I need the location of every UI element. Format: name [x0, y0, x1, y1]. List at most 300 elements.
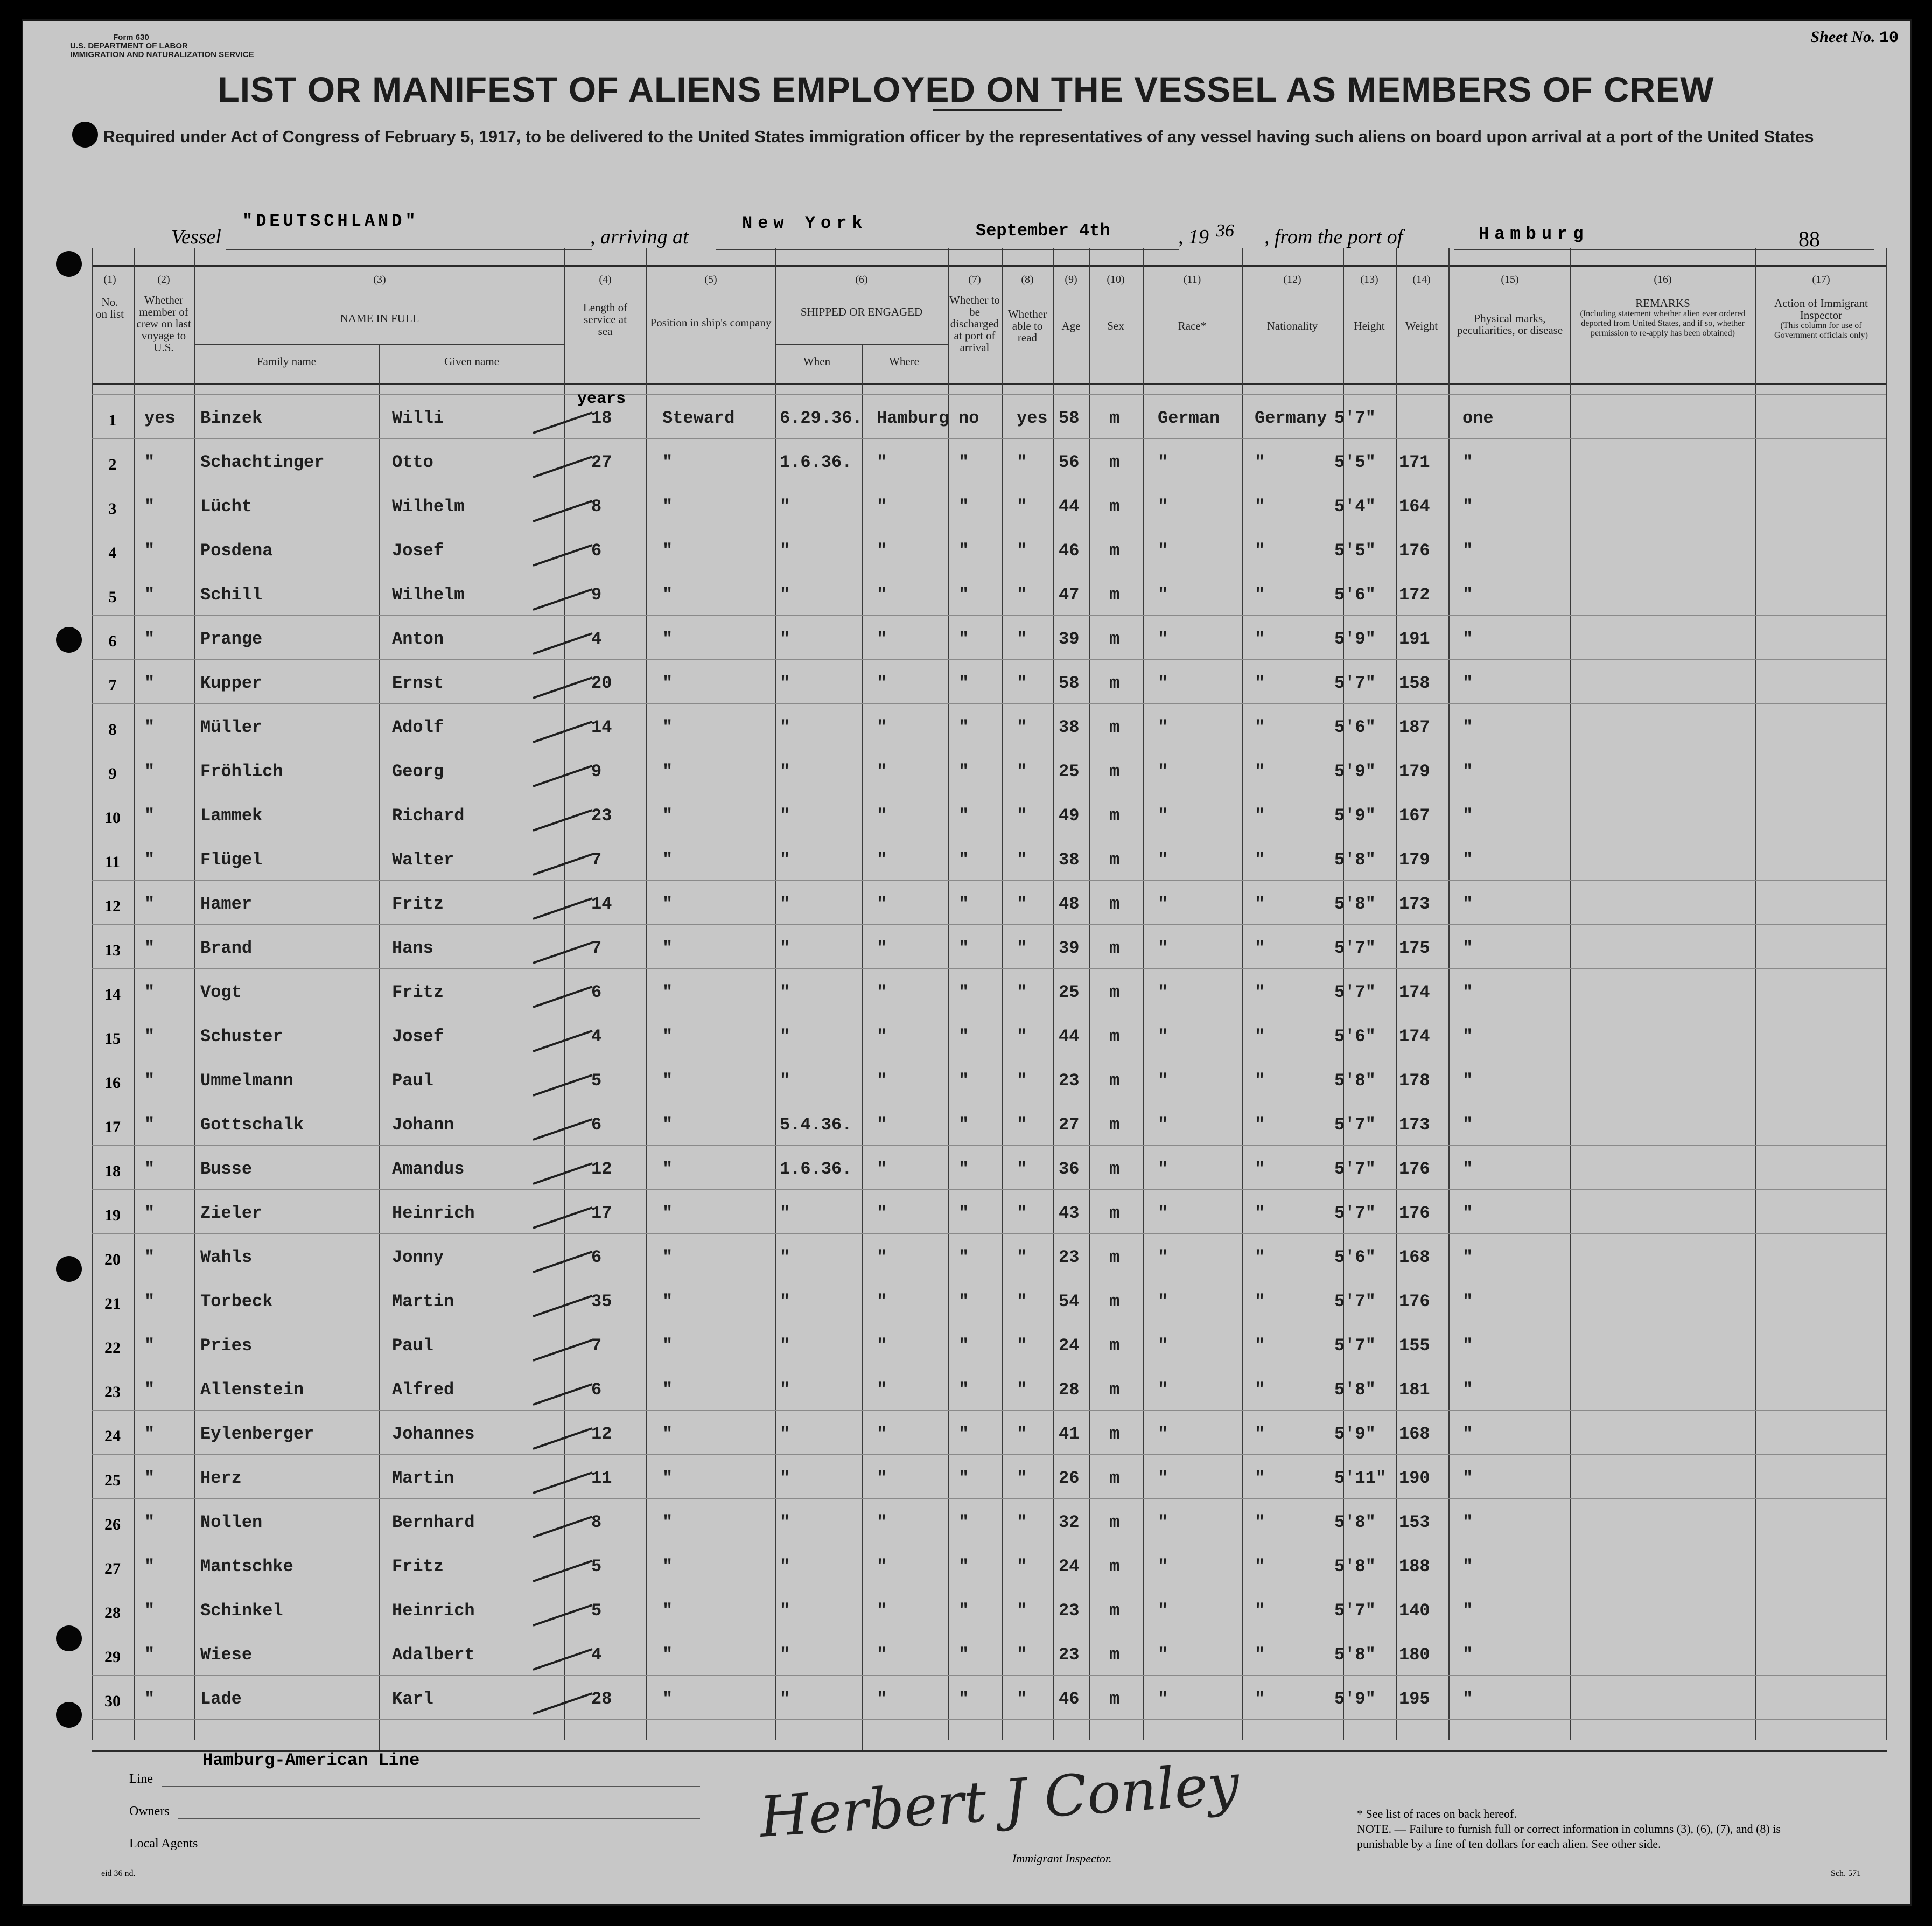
service-cell: 23: [591, 806, 612, 826]
age-cell: 44: [1059, 1027, 1080, 1046]
member-cell: ": [144, 1601, 155, 1621]
race-cell: ": [1158, 762, 1168, 781]
marks-cell: ": [1462, 762, 1473, 781]
row-number: 9: [108, 765, 117, 783]
discharged-cell: ": [958, 1071, 969, 1091]
member-cell: ": [144, 1159, 155, 1179]
given-name-cell: Hans: [392, 938, 433, 958]
position-cell: ": [662, 1292, 673, 1311]
position-cell: ": [662, 1203, 673, 1223]
service-cell: 11: [591, 1468, 612, 1488]
age-cell: 44: [1059, 497, 1080, 517]
position-cell: ": [662, 1601, 673, 1621]
discharged-cell: ": [958, 1424, 969, 1444]
service-slash-mark: [533, 589, 592, 610]
service-slash-mark: [533, 854, 592, 875]
service-slash-mark: [533, 1517, 592, 1537]
family-name-cell: Torbeck: [200, 1292, 273, 1311]
col-number: (11): [1183, 274, 1201, 285]
sex-cell: m: [1109, 1115, 1120, 1135]
height-cell: 5'7": [1334, 1292, 1376, 1311]
shipped-when-cell: ": [780, 1203, 790, 1223]
sex-cell: m: [1109, 585, 1120, 605]
given-name-cell: Georg: [392, 762, 444, 781]
height-cell: 5'7": [1334, 408, 1376, 428]
discharged-cell: ": [958, 1557, 969, 1576]
weight-cell: 153: [1399, 1512, 1430, 1532]
read-cell: ": [1017, 541, 1027, 561]
family-name-cell: Eylenberger: [200, 1424, 314, 1444]
family-name-cell: Wahls: [200, 1247, 253, 1267]
shipped-when-cell: 6.29.36.: [780, 408, 863, 428]
shipped-when-cell: 1.6.36.: [780, 452, 852, 472]
member-cell: ": [144, 585, 155, 605]
marks-cell: ": [1462, 1557, 1473, 1576]
discharged-cell: ": [958, 717, 969, 737]
service-cell: 14: [591, 894, 612, 914]
shipped-where-cell: ": [877, 1292, 887, 1311]
shipped-where-cell: ": [877, 629, 887, 649]
shipped-when-cell: ": [780, 1247, 790, 1267]
nationality-cell: ": [1255, 894, 1265, 914]
family-name-cell: Hamer: [200, 894, 253, 914]
age-cell: 23: [1059, 1645, 1080, 1665]
form-number: Form 630: [113, 33, 149, 42]
age-cell: 46: [1059, 1689, 1080, 1709]
shipped-where-cell: ": [877, 806, 887, 826]
marks-cell: ": [1462, 894, 1473, 914]
service-slash-mark: [533, 1252, 592, 1272]
service-cell: 28: [591, 1689, 612, 1709]
shipped-where-cell: ": [877, 1645, 887, 1665]
shipped-where-cell: Hamburg: [877, 408, 949, 428]
shipped-when-cell: ": [780, 1380, 790, 1400]
position-cell: ": [662, 1689, 673, 1709]
service-slash-mark: [533, 1031, 592, 1051]
age-cell: 38: [1059, 850, 1080, 870]
discharged-cell: ": [958, 585, 969, 605]
discharged-cell: ": [958, 1689, 969, 1709]
sex-cell: m: [1109, 1468, 1120, 1488]
weight-cell: 188: [1399, 1557, 1430, 1576]
shipped-when-cell: ": [780, 1645, 790, 1665]
weight-cell: 176: [1399, 1203, 1430, 1223]
year-prefix: , 19: [1178, 226, 1209, 248]
member-cell: ": [144, 1247, 155, 1267]
from-port-label: , from the port of: [1264, 226, 1403, 248]
shipped-where-cell: ": [877, 1159, 887, 1179]
family-name-cell: Lammek: [200, 806, 263, 826]
given-name-cell: Fritz: [392, 894, 444, 914]
row-number: 20: [104, 1251, 121, 1268]
read-cell: ": [1017, 1512, 1027, 1532]
service-cell: 12: [591, 1424, 612, 1444]
service-slash-mark: [533, 1119, 592, 1140]
shipped-where-cell: ": [877, 585, 887, 605]
race-cell: ": [1158, 1071, 1168, 1091]
col-number: (17): [1812, 274, 1830, 285]
nationality-cell: ": [1255, 541, 1265, 561]
service-slash-mark: [533, 1208, 592, 1228]
nationality-cell: ": [1255, 1645, 1265, 1665]
row-number: 17: [104, 1118, 121, 1136]
shipped-when-cell: ": [780, 806, 790, 826]
given-name-cell: Karl: [392, 1689, 433, 1709]
member-cell: ": [144, 1645, 155, 1665]
member-cell: ": [144, 850, 155, 870]
department-name: U.S. DEPARTMENT OF LABOR: [70, 41, 188, 51]
nationality-cell: ": [1255, 1468, 1265, 1488]
nationality-cell: ": [1255, 982, 1265, 1002]
age-cell: 43: [1059, 1203, 1080, 1223]
service-slash-mark: [533, 457, 592, 477]
discharged-cell: ": [958, 850, 969, 870]
service-cell: 7: [591, 850, 602, 870]
family-name-cell: Vogt: [200, 982, 242, 1002]
race-cell: ": [1158, 1601, 1168, 1621]
height-cell: 5'7": [1334, 1336, 1376, 1356]
race-cell: ": [1158, 629, 1168, 649]
inspector-label: Immigrant Inspector.: [1012, 1852, 1112, 1865]
form-subtitle: Required under Act of Congress of February 5, 1917, to be delivered to the United States immigration officer by the representatives of any vessel having such aliens on board upon arrival at a port of the United States: [103, 127, 1814, 146]
sex-cell: m: [1109, 1159, 1120, 1179]
read-cell: ": [1017, 1424, 1027, 1444]
col-label: Position in ship's company: [650, 316, 772, 329]
row-number: 12: [104, 897, 121, 915]
vessel-name: "DEUTSCHLAND": [242, 211, 419, 231]
line-label: Line: [129, 1772, 153, 1786]
departure-port: Hamburg: [1479, 224, 1589, 244]
age-cell: 58: [1059, 673, 1080, 693]
discharged-cell: ": [958, 938, 969, 958]
weight-cell: 172: [1399, 585, 1430, 605]
shipped-when-cell: 5.4.36.: [780, 1115, 852, 1135]
marks-cell: ": [1462, 673, 1473, 693]
row-number: 29: [104, 1648, 121, 1666]
discharged-cell: ": [958, 806, 969, 826]
height-cell: 5'7": [1334, 982, 1376, 1002]
col-label: NAME IN FULL: [340, 312, 419, 325]
sex-cell: m: [1109, 1689, 1120, 1709]
height-cell: 5'8": [1334, 1071, 1376, 1091]
weight-cell: 190: [1399, 1468, 1430, 1488]
position-cell: ": [662, 1512, 673, 1532]
service-cell: 5: [591, 1557, 602, 1576]
discharged-cell: ": [958, 982, 969, 1002]
service-cell: 14: [591, 717, 612, 737]
service-slash-mark: [533, 501, 592, 521]
position-cell: ": [662, 1159, 673, 1179]
given-name-cell: Ernst: [392, 673, 444, 693]
height-cell: 5'6": [1334, 1247, 1376, 1267]
row-number: 1: [108, 411, 117, 429]
col-note: (Including statement whether alien ever ordered deported from United States, and if so, whether permission to re-apply has been obtained): [1580, 309, 1746, 338]
read-cell: ": [1017, 1601, 1027, 1621]
service-cell: 4: [591, 1645, 602, 1665]
col-number: (14): [1412, 274, 1431, 285]
marks-cell: ": [1462, 1424, 1473, 1444]
discharged-cell: ": [958, 1203, 969, 1223]
age-cell: 24: [1059, 1336, 1080, 1356]
member-cell: ": [144, 1512, 155, 1532]
height-cell: 5'5": [1334, 541, 1376, 561]
row-number: 10: [104, 809, 121, 827]
read-cell: ": [1017, 1557, 1027, 1576]
given-name-cell: Adolf: [392, 717, 444, 737]
family-name-cell: Ummelmann: [200, 1071, 293, 1091]
col-label: Sex: [1107, 319, 1124, 332]
row-number: 4: [108, 544, 117, 562]
weight-cell: 187: [1399, 717, 1430, 737]
sheet-value: 10: [1879, 29, 1899, 47]
nationality-cell: ": [1255, 717, 1265, 737]
race-cell: ": [1158, 1159, 1168, 1179]
weight-cell: 167: [1399, 806, 1430, 826]
discharged-cell: ": [958, 1601, 969, 1621]
weight-cell: 195: [1399, 1689, 1430, 1709]
discharged-cell: ": [958, 1027, 969, 1046]
race-cell: ": [1158, 1645, 1168, 1665]
position-cell: ": [662, 1336, 673, 1356]
service-slash-mark: [533, 1296, 592, 1316]
shipped-where-cell: ": [877, 717, 887, 737]
row-number: 28: [104, 1604, 121, 1622]
discharged-cell: ": [958, 452, 969, 472]
nationality-cell: ": [1255, 1512, 1265, 1532]
member-cell: ": [144, 1292, 155, 1311]
shipped-where-cell: ": [877, 762, 887, 781]
shipped-when-cell: ": [780, 1336, 790, 1356]
row-number: 5: [108, 588, 117, 606]
year-value: 36: [1216, 221, 1234, 241]
nationality-cell: ": [1255, 1380, 1265, 1400]
shipped-where-cell: ": [877, 1557, 887, 1576]
sex-cell: m: [1109, 1247, 1120, 1267]
shipped-where-cell: ": [877, 1689, 887, 1709]
age-cell: 36: [1059, 1159, 1080, 1179]
nationality-cell: ": [1255, 452, 1265, 472]
family-name-cell: Zieler: [200, 1203, 263, 1223]
position-cell: ": [662, 452, 673, 472]
discharged-cell: ": [958, 894, 969, 914]
race-cell: ": [1158, 1424, 1168, 1444]
height-cell: 5'6": [1334, 1027, 1376, 1046]
shipped-where-cell: ": [877, 1601, 887, 1621]
height-cell: 5'4": [1334, 497, 1376, 517]
given-name-cell: Johann: [392, 1115, 454, 1135]
height-cell: 5'9": [1334, 762, 1376, 781]
age-cell: 46: [1059, 541, 1080, 561]
member-cell: ": [144, 1071, 155, 1091]
sex-cell: m: [1109, 938, 1120, 958]
service-slash-mark: [533, 1561, 592, 1581]
read-cell: ": [1017, 894, 1027, 914]
marks-cell: one: [1462, 408, 1494, 428]
weight-cell: 174: [1399, 982, 1430, 1002]
line-value: Hamburg-American Line: [202, 1750, 420, 1770]
height-cell: 5'9": [1334, 806, 1376, 826]
height-cell: 5'9": [1334, 1424, 1376, 1444]
col-number: (10): [1107, 274, 1125, 285]
marks-cell: ": [1462, 1512, 1473, 1532]
age-cell: 48: [1059, 894, 1080, 914]
marks-cell: ": [1462, 850, 1473, 870]
inspector-signature: Herbert J Conley: [757, 1751, 1242, 1850]
weight-cell: 173: [1399, 894, 1430, 914]
discharged-cell: no: [958, 408, 979, 428]
member-cell: ": [144, 1557, 155, 1576]
service-cell: 9: [591, 585, 602, 605]
weight-cell: 168: [1399, 1424, 1430, 1444]
given-name-cell: Martin: [392, 1468, 454, 1488]
race-cell: ": [1158, 1027, 1168, 1046]
position-cell: ": [662, 717, 673, 737]
position-cell: ": [662, 1424, 673, 1444]
read-cell: ": [1017, 1071, 1027, 1091]
shipped-where-cell: ": [877, 541, 887, 561]
weight-cell: 176: [1399, 1292, 1430, 1311]
weight-cell: 176: [1399, 1159, 1430, 1179]
read-cell: ": [1017, 1115, 1027, 1135]
service-slash-mark: [533, 1340, 592, 1360]
row-number: 18: [104, 1162, 121, 1180]
col-number: (3): [373, 274, 386, 285]
given-name-cell: Alfred: [392, 1380, 454, 1400]
member-cell: ": [144, 1689, 155, 1709]
nationality-cell: ": [1255, 1027, 1265, 1046]
position-cell: ": [662, 806, 673, 826]
sex-cell: m: [1109, 1512, 1120, 1532]
sex-cell: m: [1109, 541, 1120, 561]
nationality-cell: ": [1255, 585, 1265, 605]
row-number: 24: [104, 1427, 121, 1445]
nationality-cell: ": [1255, 1292, 1265, 1311]
nationality-cell: ": [1255, 1071, 1265, 1091]
position-cell: ": [662, 1115, 673, 1135]
given-name-header: Given name: [444, 355, 500, 368]
family-name-cell: Binzek: [200, 408, 263, 428]
given-name-cell: Otto: [392, 452, 433, 472]
shipped-when-cell: ": [780, 1468, 790, 1488]
sex-cell: m: [1109, 452, 1120, 472]
shipped-when-cell: ": [780, 585, 790, 605]
race-cell: ": [1158, 982, 1168, 1002]
service-cell: 5: [591, 1601, 602, 1621]
discharged-cell: ": [958, 1380, 969, 1400]
age-cell: 39: [1059, 629, 1080, 649]
row-number: 22: [104, 1339, 121, 1357]
sex-cell: m: [1109, 1424, 1120, 1444]
marks-cell: ": [1462, 1159, 1473, 1179]
service-slash-mark: [533, 1693, 592, 1714]
shipped-where-cell: ": [877, 1027, 887, 1046]
race-cell: ": [1158, 585, 1168, 605]
service-slash-mark: [533, 943, 592, 963]
marks-cell: ": [1462, 806, 1473, 826]
col-number: (5): [704, 274, 717, 285]
given-name-cell: Wilhelm: [392, 585, 465, 605]
read-cell: ": [1017, 497, 1027, 517]
service-cell: 20: [591, 673, 612, 693]
col-label: REMARKS: [1635, 297, 1690, 310]
row-number: 19: [104, 1206, 121, 1224]
position-cell: ": [662, 1071, 673, 1091]
sex-cell: m: [1109, 1292, 1120, 1311]
given-name-cell: Josef: [392, 1027, 444, 1046]
nationality-cell: ": [1255, 1424, 1265, 1444]
col-label: Race*: [1178, 319, 1207, 332]
weight-cell: 175: [1399, 938, 1430, 958]
discharged-cell: ": [958, 673, 969, 693]
race-cell: ": [1158, 938, 1168, 958]
position-cell: ": [662, 1027, 673, 1046]
discharged-cell: ": [958, 1159, 969, 1179]
col-number: (2): [157, 274, 170, 285]
read-cell: ": [1017, 452, 1027, 472]
service-cell: 6: [591, 541, 602, 561]
shipped-where-cell: ": [877, 850, 887, 870]
given-name-cell: Heinrich: [392, 1203, 475, 1223]
agents-label: Local Agents: [129, 1837, 198, 1851]
family-name-cell: Schachtinger: [200, 452, 325, 472]
col-number: (6): [855, 274, 868, 285]
col-label: Weight: [1405, 319, 1438, 332]
age-cell: 23: [1059, 1071, 1080, 1091]
sex-cell: m: [1109, 762, 1120, 781]
position-cell: ": [662, 894, 673, 914]
member-cell: ": [144, 1424, 155, 1444]
service-cell: 7: [591, 1336, 602, 1356]
position-cell: ": [662, 762, 673, 781]
read-cell: ": [1017, 1689, 1027, 1709]
shipped-where-cell: ": [877, 1380, 887, 1400]
weight-cell: 140: [1399, 1601, 1430, 1621]
col-label: Whether member of crew on last voyage to U.S.: [136, 294, 191, 354]
service-slash-mark: [533, 1384, 592, 1405]
age-cell: 39: [1059, 938, 1080, 958]
service-slash-mark: [533, 987, 592, 1007]
nationality-cell: ": [1255, 673, 1265, 693]
position-cell: ": [662, 1557, 673, 1576]
marks-cell: ": [1462, 541, 1473, 561]
row-number: 6: [108, 632, 117, 650]
height-cell: 5'9": [1334, 1689, 1376, 1709]
sex-cell: m: [1109, 1203, 1120, 1223]
col-label: No. on list: [96, 296, 124, 320]
penalty-note: NOTE. — Failure to furnish full or correct information in columns (3), (6), (7), and (8) is punishable by a fine of ten dollars for each alien. See other side.: [1357, 1822, 1781, 1851]
given-name-cell: Fritz: [392, 1557, 444, 1576]
race-cell: ": [1158, 452, 1168, 472]
marks-cell: ": [1462, 1468, 1473, 1488]
col-label: Length of service at sea: [583, 301, 628, 338]
discharged-cell: ": [958, 629, 969, 649]
row-number: 13: [104, 941, 121, 959]
given-name-cell: Amandus: [392, 1159, 465, 1179]
race-cell: ": [1158, 1203, 1168, 1223]
sex-cell: m: [1109, 1380, 1120, 1400]
owners-label: Owners: [129, 1804, 170, 1818]
col-label: Nationality: [1266, 319, 1318, 332]
race-note: * See list of races on back hereof.: [1357, 1807, 1517, 1820]
nationality-cell: ": [1255, 629, 1265, 649]
col-number: (15): [1501, 274, 1519, 285]
row-number: 23: [104, 1383, 121, 1401]
shipped-when-cell: ": [780, 541, 790, 561]
age-cell: 47: [1059, 585, 1080, 605]
member-cell: ": [144, 1336, 155, 1356]
service-cell: 27: [591, 452, 612, 472]
col-number: (13): [1360, 274, 1378, 285]
